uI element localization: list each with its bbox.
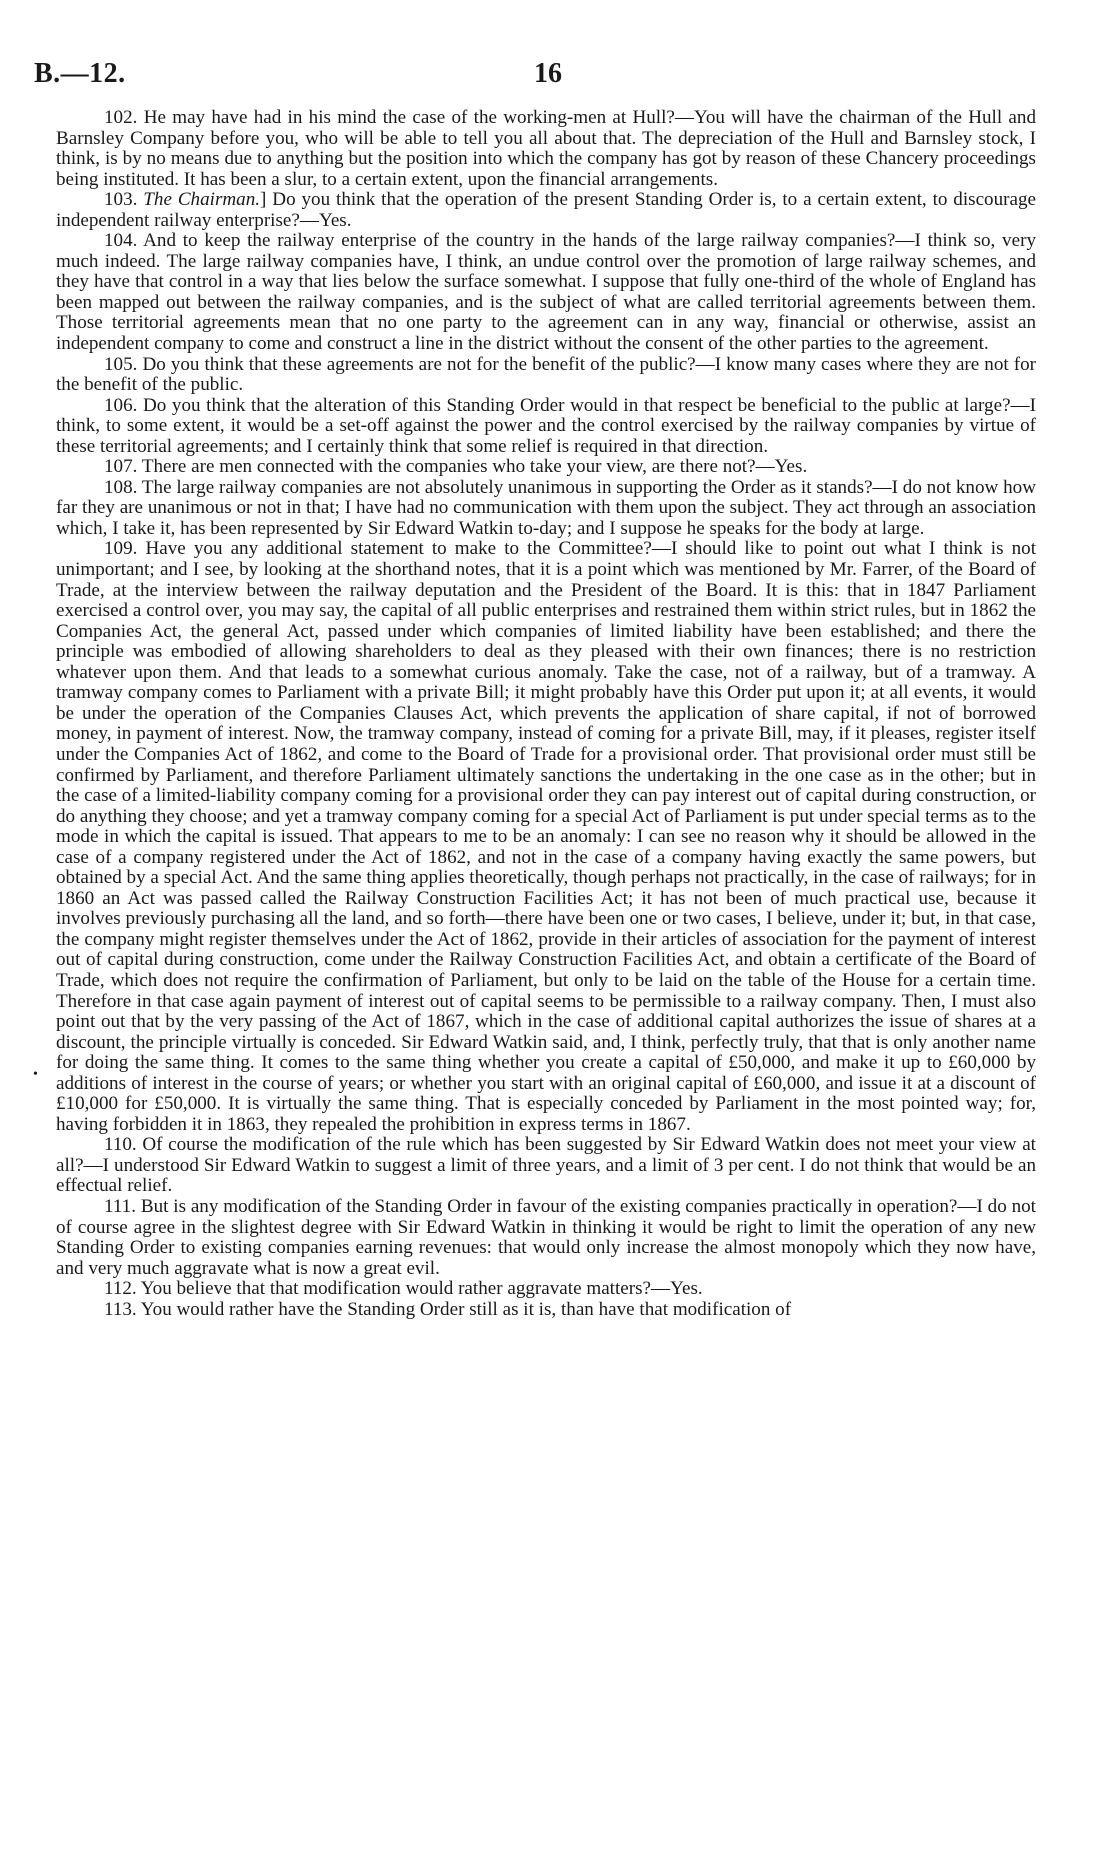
paragraph-106: 106. Do you think that the alteration of this Standing Order would in that respect be beneficial to the public at large?—I think, to some extent, it would be a set-off against the power and the control exercised by the railway companies by virtue of these territorial agreements; and I certainly think that some relief is required in that direction.: [56, 394, 1036, 457]
paragraph-text: ] Do you think that the operation of the present Standing Order is, to a certain extent, to discourage independent railway enterprise?—Yes.: [56, 189, 1037, 231]
paragraph-109: 109. Have you any additional statement to make to the Committee?—I should like to point out what I think is not unimportant; and I see, by looking at the shorthand notes, that it is a point which was mentioned by Mr. Farrer, of the Board of Trade, at the interview between the railway deputation and the President of the Board. It is this: that in 1847 Parliament exercised a control over, you may say, the capital of all public enterprises and restrained them within strict rules, but in 1862 the Companies Act, the general Act, passed under which companies of limited liability have been established; and there the principle was embodied of allowing shareholders to deal as they pleased with their own finances; there is no restriction whatever upon them. And that leads to a somewhat curious anomaly. Take the case, not of a railway, but of a tramway. A tramway company comes to Parliament with a private Bill; it might probably have this Order put upon it; at all events, it would be under the operation of the Companies Clauses Act, which prevents the application of share capital, if not of borrowed money, in payment of interest. Now, the tramway company, instead of coming for a private Bill, may, if it pleases, register itself under the Companies Act of 1862, and come to the Board of Trade for a provisional order. That provisional order must still be confirmed by Parliament, and therefore Parliament ultimately sanctions the undertaking in the one case as in the other; but in the case of a limited-liability company coming for a provisional order they can pay interest out of capital during construction, or do anything they choose; and yet a tramway company coming for a special Act of Parliament is put under special terms as to the mode in which the capital is issued. That appears to me to be an anomaly: I can see no reason why it should be allowed in the case of a company registered under the Act of 1862, and not in the case of a company having exactly the same powers, but obtained by a special Act. And the same thing applies theoretically, though perhaps not practically, in the case of railways; for in 1860 an Act was passed called the Railway Construction Facilities Act; it has not been of much practical use, because it involves previously purchasing all the land, and so forth—there have been one or two cases, I believe, under it; but, in that case, the company might register themselves under the Act of 1862, provide in their articles of association for the payment of interest out of capital during construction, come under the Railway Construction Facilities Act, and obtain a certificate of the Board of Trade, which does not require the confirmation of Parliament, but only to be laid on the table of the House for a certain time. Therefore in that case again payment of interest out of capital seems to be permissible to a railway company. Then, I must also point out that by the very passing of the Act of 1867, which in the case of additional capital authorizes the issue of shares at a discount, the principle virtually is conceded. Sir Edward Watkin said, and, I think, perfectly truly, that that is only another name for doing the same thing. It comes to the same thing whether you create a capital of £50,000, and make it up to £60,000 by additions of interest in the course of years; or whether you start with an original capital of £60,000, and issue it at a discount of £10,000 for £50,000. It is virtually the same thing. That is especially conceded by Parliament in the most pointed way; for, having forbidden it in 1863, they repealed the prohibition in express terms in 1867.: [56, 538, 1036, 1135]
paragraph-102: 102. He may have had in his mind the case of the working-men at Hull?—You will have the chairman of the Hull and Barnsley Company before you, who will be able to tell you all about that. The depreciation of the Hull and Barnsley stock, I think, is by no means due to anything but the position into which the company has got by reason of these Chancery proceedings being instituted. It has been a slur, to a certain extent, upon the financial arrangements.: [56, 107, 1036, 190]
paragraph-112: 112. You believe that that modification would rather aggravate matters?—Yes.: [104, 1278, 703, 1300]
speaker-name: The Chairman.: [143, 189, 261, 211]
paragraph-number: 103.: [104, 189, 144, 211]
margin-dot-icon: •: [33, 1067, 38, 1082]
paragraph-105: 105. Do you think that these agreements are not for the benefit of the public?—I know many cases where they are not for the benefit of the public.: [56, 353, 1036, 396]
paragraph-113: 113. You would rather have the Standing Order still as it is, than have that modification of: [104, 1298, 792, 1320]
paragraph-104: 104. And to keep the railway enterprise of the country in the hands of the large railway companies?—I think so, very much indeed. The large railway companies have, I think, an undue control over the promotion of large railway schemes, and they have that control in a way that lies below the surface somewhat. I suppose that fully one-third of the whole of England has been mapped out between the railway companies, and is the subject of what are called territorial agreements between them. Those territorial agreements mean that no one party to the agreement can in any way, financial or otherwise, assist an independent company to come and construct a line in the district without the consent of the other parties to the agreement.: [56, 230, 1036, 355]
page-header: [34, 58, 1080, 98]
page-number: 16: [534, 58, 562, 89]
paragraph-111: 111. But is any modification of the Standing Order in favour of the existing companies practically in operation?—I do not of course agree in the slightest degree with Sir Edward Watkin in thinking it would be right to limit the operation of any new Standing Order to existing companies earning revenues: that would only increase the almost monopoly which they now have, and very much aggravate what is now a great evil.: [56, 1195, 1036, 1279]
document-reference: B.—12.: [34, 58, 126, 89]
paragraph-103: [56, 190, 1036, 231]
body-text: [56, 108, 1036, 1320]
paragraph-108: 108. The large railway companies are not absolutely unanimous in supporting the Order as it stands?—I do not know how far they are unanimous or not in that; I have had no communication with them upon the subject. They act through an association which, I take it, has been represented by Sir Edward Watkin to-day; and I suppose he speaks for the body at large.: [56, 476, 1036, 539]
paragraph-110: 110. Of course the modification of the rule which has been suggested by Sir Edward Watkin does not meet your view at all?—I understood Sir Edward Watkin to suggest a limit of three years, and a limit of 3 per cent. I do not think that would be an effectual relief.: [56, 1134, 1036, 1197]
paragraph-107: 107. There are men connected with the companies who take your view, are there not?—Yes.: [104, 456, 808, 478]
